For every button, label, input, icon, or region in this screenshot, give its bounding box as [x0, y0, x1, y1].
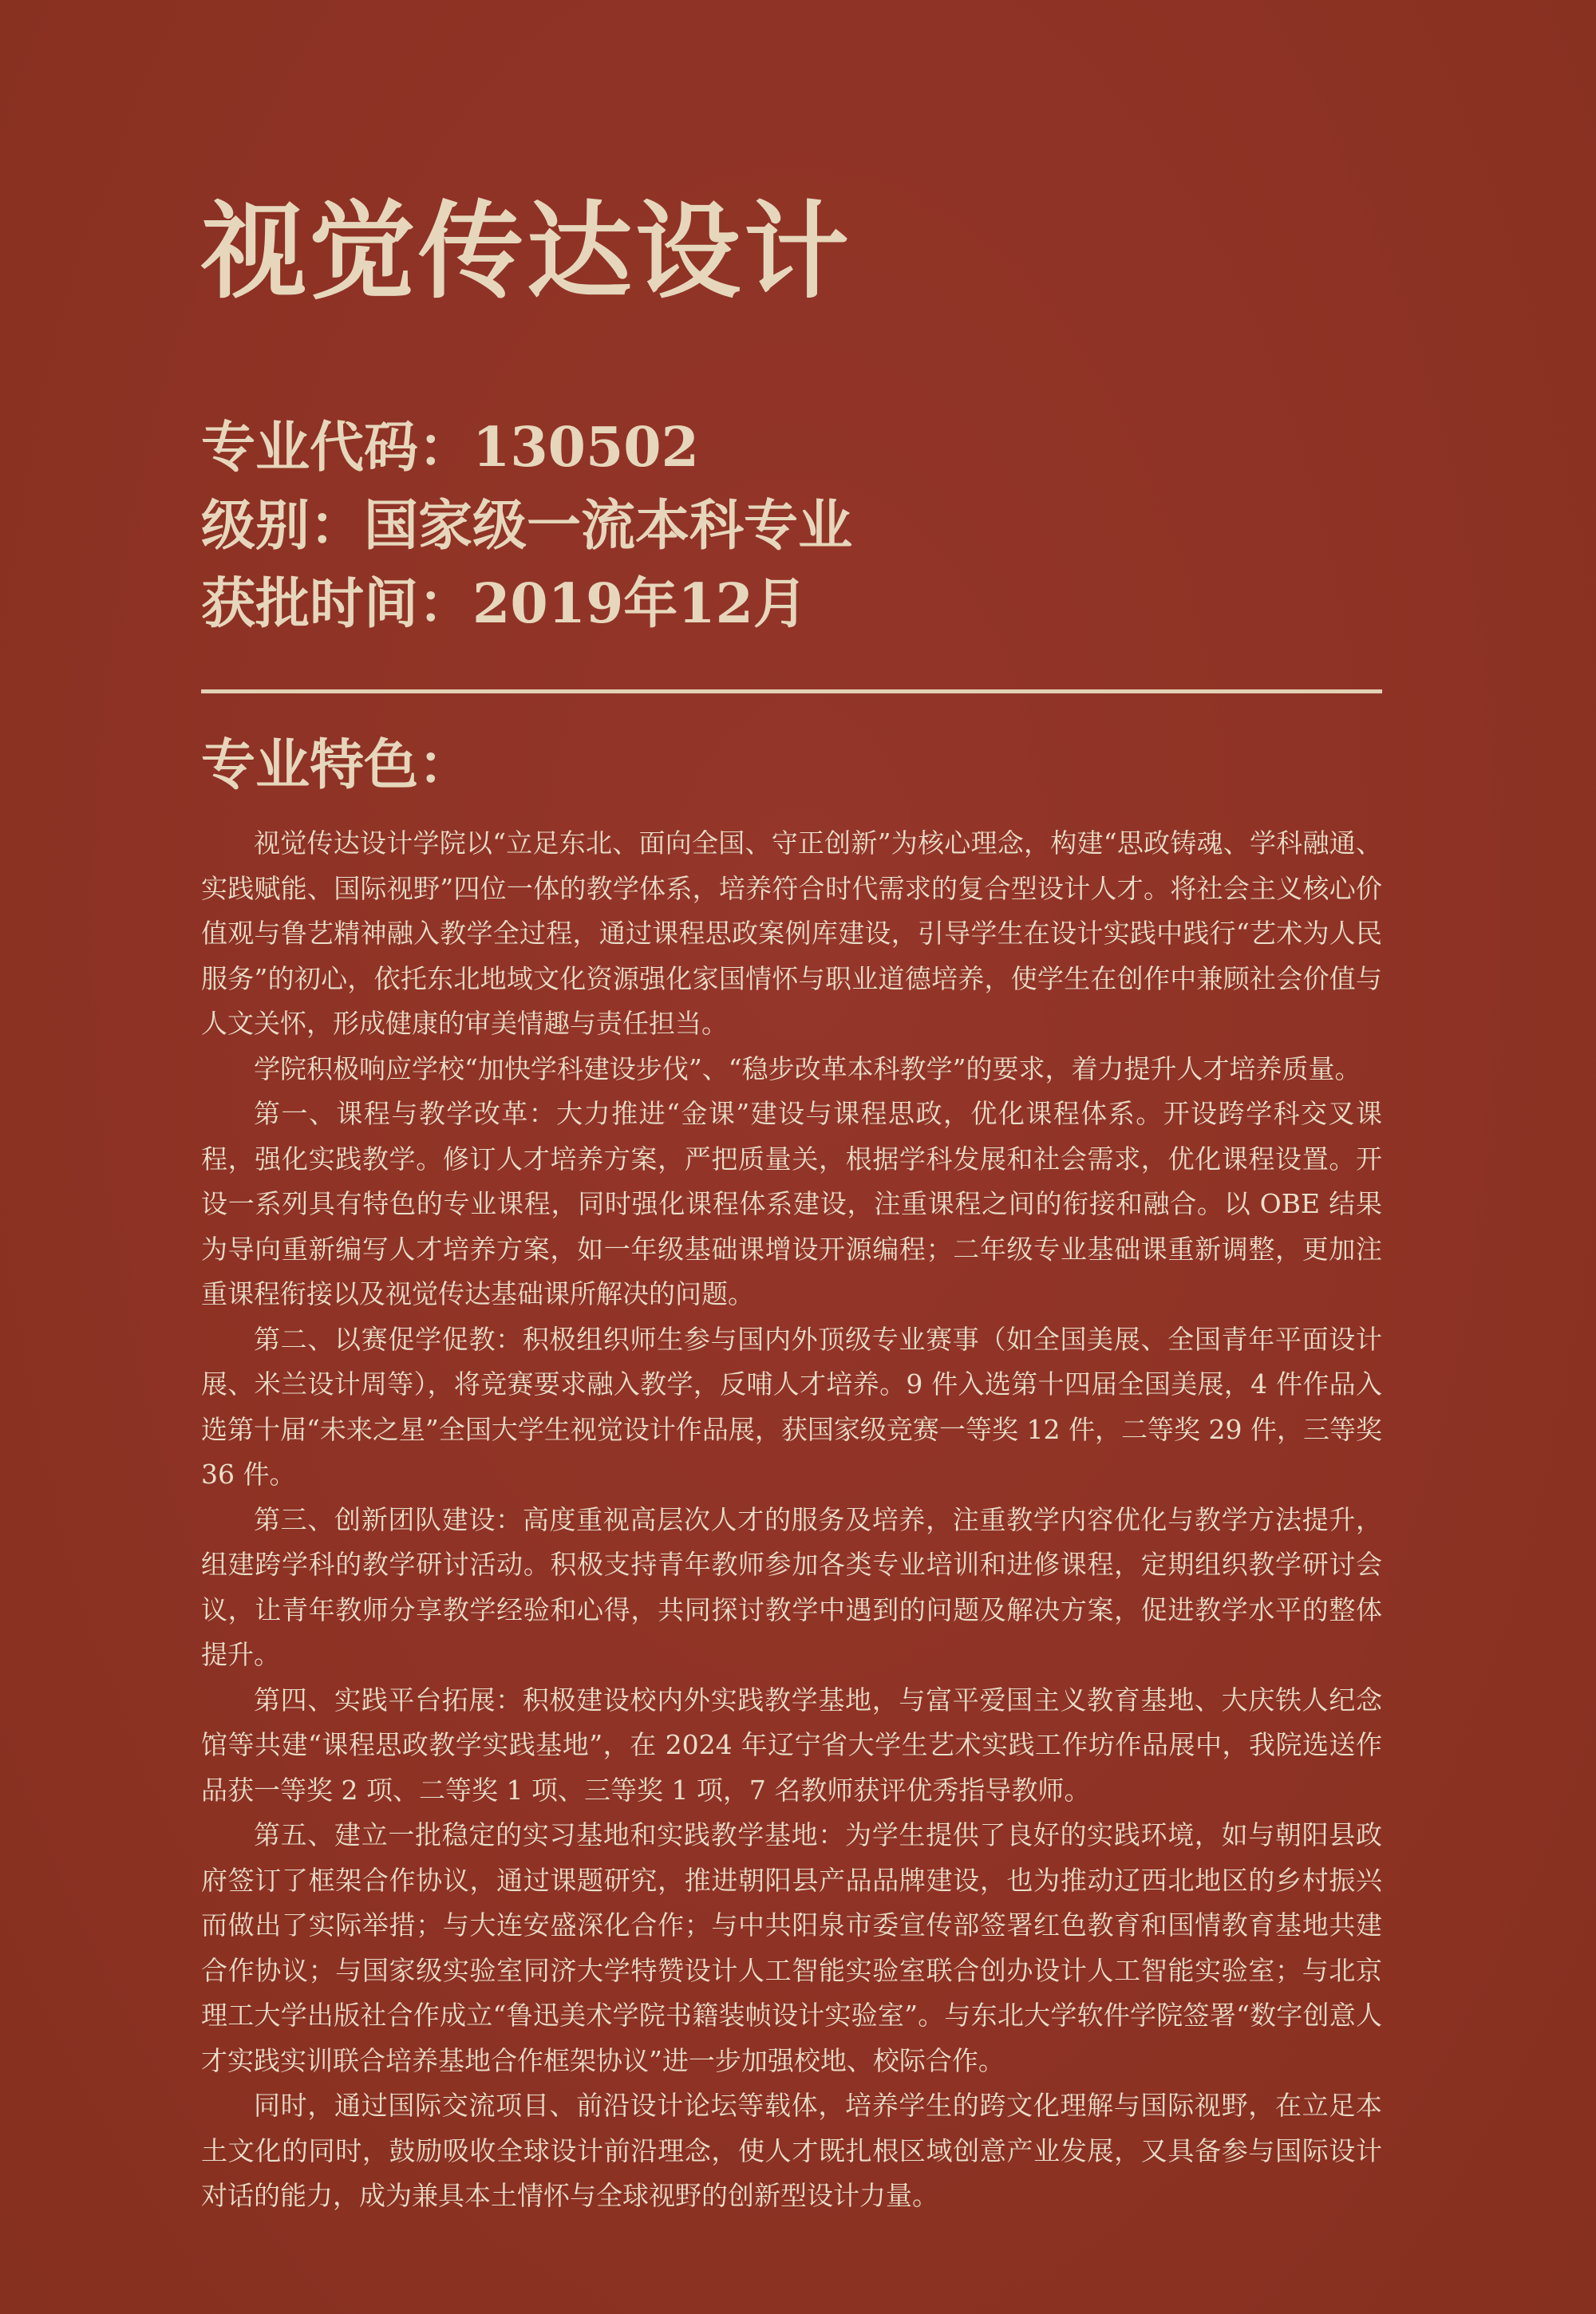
features-body — [201, 821, 1382, 2219]
approval-date: 获批时间：2019年12月 — [201, 572, 808, 636]
features-heading: 专业特色： — [201, 733, 473, 797]
paragraph: 第一、课程与教学改革：大力推进“金课”建设与课程思政，优化课程体系。开设跨学科交叉课程，强化实践教学。修订人才培养方案，严把质量关，根据学科发展和社会需求，优化课程设置。开设一系列具有特色的专业课程，同时强化课程体系建设，注重课程之间的衔接和融合。以 OBE 结果为导向重新编写人才培养方案，如一年级基础课增设开源编程；二年级专业基础课重新调整，更加注重课程衔接以及视觉传达基础课所解决的问题。 — [201, 1098, 1382, 1309]
major-level: 级别：国家级一流本科专业 — [201, 494, 853, 558]
major-code: 专业代码：130502 — [201, 416, 699, 480]
paragraph: 学院积极响应学校“加快学科建设步伐”、“稳步改革本科教学”的要求，着力提升人才培养质量。 — [254, 1052, 1361, 1084]
paragraph: 同时，通过国际交流项目、前沿设计论坛等载体，培养学生的跨文化理解与国际视野，在立足本土文化的同时，鼓励吸收全球设计前沿理念，使人才既扎根区域创意产业发展，又具备参与国际设计对话的能力，成为兼具本土情怀与全球视野的创新型设计力量。 — [201, 2090, 1382, 2211]
major-info — [201, 409, 1382, 643]
paragraph: 视觉传达设计学院以“立足东北、面向全国、守正创新”为核心理念，构建“思政铸魂、学科融通、实践赋能、国际视野”四位一体的教学体系，培养符合时代需求的复合型设计人才。将社会主义核心价值观与鲁艺精神融入教学全过程，通过课程思政案例库建设，引导学生在设计实践中践行“艺术为人民服务”的初心，依托东北地域文化资源强化家国情怀与职业道德培养，使学生在创作中兼顾社会价值与人文关怀，形成健康的审美情趣与责任担当。 — [201, 827, 1382, 1039]
page-title: 视觉传达设计 — [201, 190, 852, 314]
paragraph: 第二、以赛促学促教：积极组织师生参与国内外顶级专业赛事（如全国美展、全国青年平面设计展、米兰设计周等），将竞赛要求融入教学，反哺人才培养。9 件入选第十四届全国美展，4 件作品入选第十届“未来之星”全国大学生视觉设计作品展，获国家级竞赛一等奖 12 件，二等奖 29 件，三等奖 36 件。 — [201, 1323, 1382, 1490]
content-column — [201, 190, 1382, 2219]
paragraph: 第五、建立一批稳定的实习基地和实践教学基地：为学生提供了良好的实践环境，如与朝阳县政府签订了框架合作协议，通过课题研究，推进朝阳县产品品牌建设，也为推动辽西北地区的乡村振兴而做出了实际举措；与大连安盛深化合作；与中共阳泉市委宣传部签署红色教育和国情教育基地共建合作协议；与国家级实验室同济大学特赞设计人工智能实验室联合创办设计人工智能实验室；与北京理工大学出版社合作成立“鲁迅美术学院书籍装帧设计实验室”。与东北大学软件学院签署“数字创意人才实践实训联合培养基地合作框架协议”进一步加强校地、校际合作。 — [201, 1819, 1382, 2076]
divider — [201, 689, 1382, 693]
paragraph: 第四、实践平台拓展：积极建设校内外实践教学基地，与富平爱国主义教育基地、大庆铁人纪念馆等共建“课程思政教学实践基地”，在 2024 年辽宁省大学生艺术实践工作坊作品展中，我院选送作品获一等奖 2 项、二等奖 1 项、三等奖 1 项，7 名教师获评优秀指导教师。 — [201, 1684, 1382, 1806]
paragraph: 第三、创新团队建设：高度重视高层次人才的服务及培养，注重教学内容优化与教学方法提升，组建跨学科的教学研讨活动。积极支持青年教师参加各类专业培训和进修课程，定期组织教学研讨会议，让青年教师分享教学经验和心得，共同探讨教学中遇到的问题及解决方案，促进教学水平的整体提升。 — [201, 1503, 1382, 1670]
